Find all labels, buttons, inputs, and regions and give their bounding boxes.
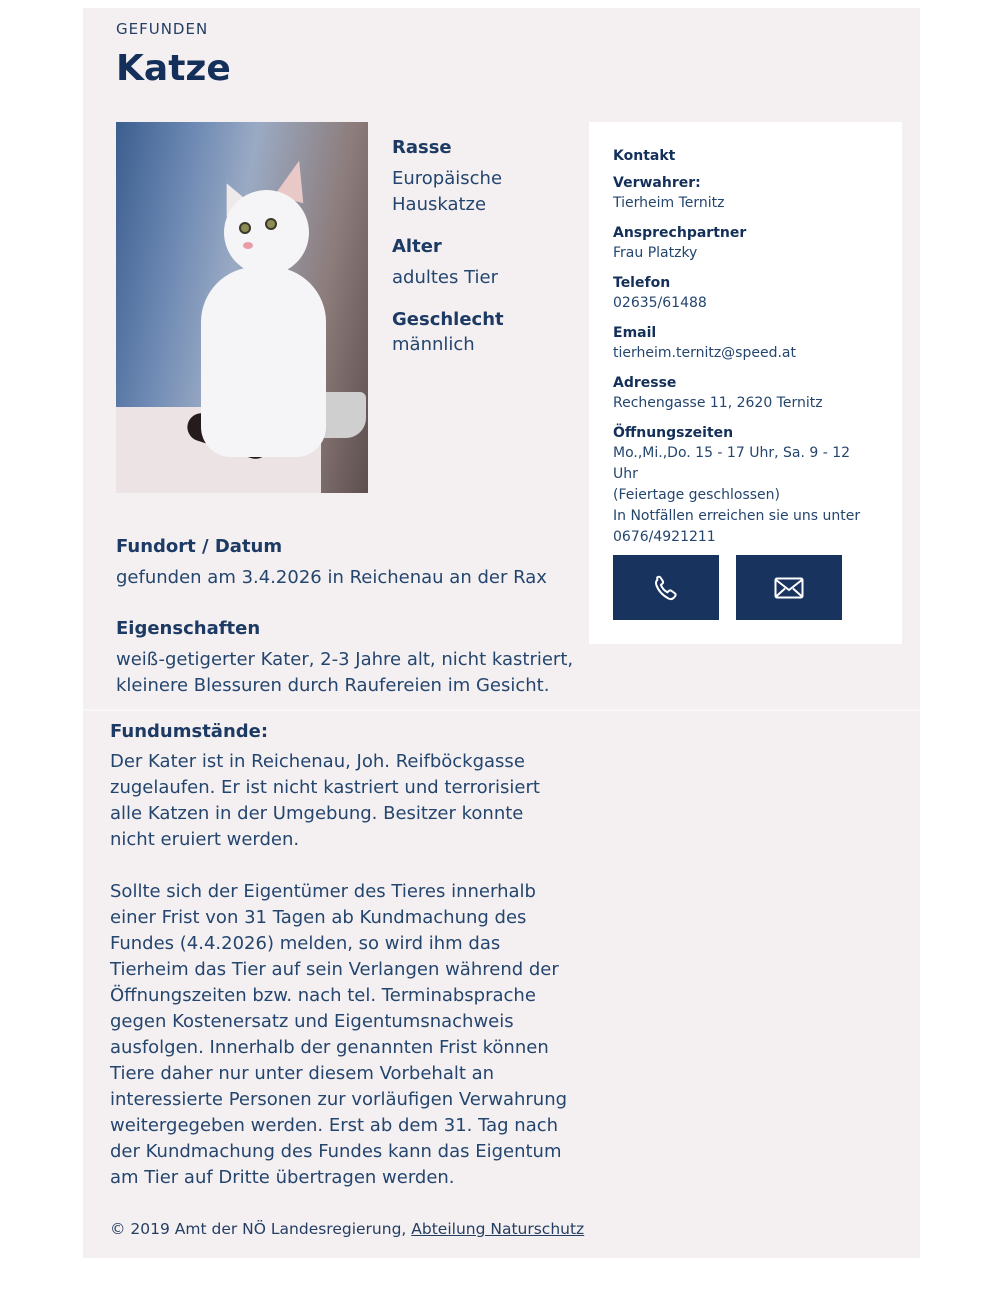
hours-line: 0676/4921211 bbox=[613, 529, 716, 545]
verwahrer-value: Tierheim Ternitz bbox=[613, 195, 725, 211]
cat-head bbox=[224, 190, 309, 275]
contact-card bbox=[589, 122, 902, 644]
call-button[interactable] bbox=[613, 555, 719, 620]
fundumstaende-label: Fundumstände: bbox=[110, 721, 269, 742]
fact-alter bbox=[392, 235, 582, 291]
eigenschaften-label: Eigenschaften bbox=[116, 618, 261, 639]
cat-nose bbox=[243, 242, 253, 249]
fact-rasse bbox=[392, 136, 582, 218]
hours-line: Mo.,Mi.,Do. 15 - 17 Uhr, Sa. 9 - 12 Uhr bbox=[613, 445, 851, 482]
fact-label: Rasse bbox=[392, 137, 452, 158]
ansprechpartner-value: Frau Platzky bbox=[613, 245, 698, 261]
section-divider bbox=[83, 709, 920, 711]
animal-facts bbox=[392, 136, 582, 375]
phone-icon bbox=[651, 573, 681, 603]
contact-actions bbox=[613, 555, 842, 620]
cat-eye-left bbox=[239, 222, 251, 234]
cat-body bbox=[201, 267, 326, 457]
fact-value: Europäische Hauskatze bbox=[392, 168, 503, 215]
hours-line: (Feiertage geschlossen) bbox=[613, 487, 780, 503]
fact-value: männlich bbox=[392, 334, 475, 355]
fact-label: Geschlecht bbox=[392, 309, 504, 330]
email-value: tierheim.ternitz@speed.at bbox=[613, 345, 796, 361]
cat-eye-right bbox=[265, 218, 277, 230]
fundort-label: Fundort / Datum bbox=[116, 536, 283, 557]
status-kicker: GEFUNDEN bbox=[116, 20, 209, 38]
fundort-value: gefunden am 3.4.2026 in Reichenau an der Rax bbox=[116, 567, 547, 588]
animal-photo bbox=[116, 122, 368, 493]
envelope-icon bbox=[774, 577, 804, 599]
eigenschaften-value: weiß-getigerter Kater, 2-3 Jahre alt, nicht kastriert, kleinere Blessuren durch Raufereien im Gesicht. bbox=[116, 649, 574, 696]
naturschutz-link[interactable]: Abteilung Naturschutz bbox=[411, 1220, 585, 1238]
oeffnungszeiten-value bbox=[613, 443, 878, 548]
telefon-value: 02635/61488 bbox=[613, 295, 707, 311]
fact-value: adultes Tier bbox=[392, 267, 499, 288]
fundumstaende-paragraph: Der Kater ist in Reichenau, Joh. Reifböckgasse zugelaufen. Er ist nicht kastriert und terrorisiert alle Katzen in der Umgebung. Besitzer konnte nicht eruiert werden. bbox=[110, 751, 540, 850]
fundumstaende-section bbox=[110, 720, 570, 1191]
copyright-text: © 2019 Amt der NÖ Landesregierung, bbox=[110, 1220, 412, 1238]
email-button[interactable] bbox=[736, 555, 842, 620]
fact-geschlecht bbox=[392, 308, 582, 358]
verwahrer-label: Verwahrer: bbox=[613, 175, 701, 191]
footer bbox=[110, 1220, 584, 1238]
fact-label: Alter bbox=[392, 236, 442, 257]
contact-title: Kontakt bbox=[613, 148, 676, 164]
fundort-section bbox=[116, 535, 576, 591]
oeffnungszeiten-label: Öffnungszeiten bbox=[613, 425, 734, 441]
fundumstaende-paragraph: Sollte sich der Eigentümer des Tieres innerhalb einer Frist von 31 Tagen ab Kundmachung des Fundes (4.4.2026) melden, so wird ihm das Tierheim das Tier auf sein Verlangen während der Öffnungszeiten bzw. nach tel. Terminabsprache gegen Kostenersatz und Eigentumsnachweis ausfolgen. Innerhalb der genannten Frist können Tiere daher nur unter diesem Vorbehalt an interessierte Personen zur vorläufigen Verwahrung weitergegeben werden. Erst ab dem 31. Tag nach der Kundmachung des Fundes kann das Eigentum am Tier auf Dritte übertragen werden. bbox=[110, 881, 568, 1188]
adresse-label: Adresse bbox=[613, 375, 677, 391]
adresse-value: Rechengasse 11, 2620 Ternitz bbox=[613, 395, 823, 411]
hours-line: In Notfällen erreichen sie uns unter bbox=[613, 508, 861, 524]
telefon-label: Telefon bbox=[613, 275, 671, 291]
eigenschaften-section bbox=[116, 617, 576, 699]
ansprechpartner-label: Ansprechpartner bbox=[613, 225, 747, 241]
email-label: Email bbox=[613, 325, 657, 341]
page-title: Katze bbox=[116, 48, 231, 89]
